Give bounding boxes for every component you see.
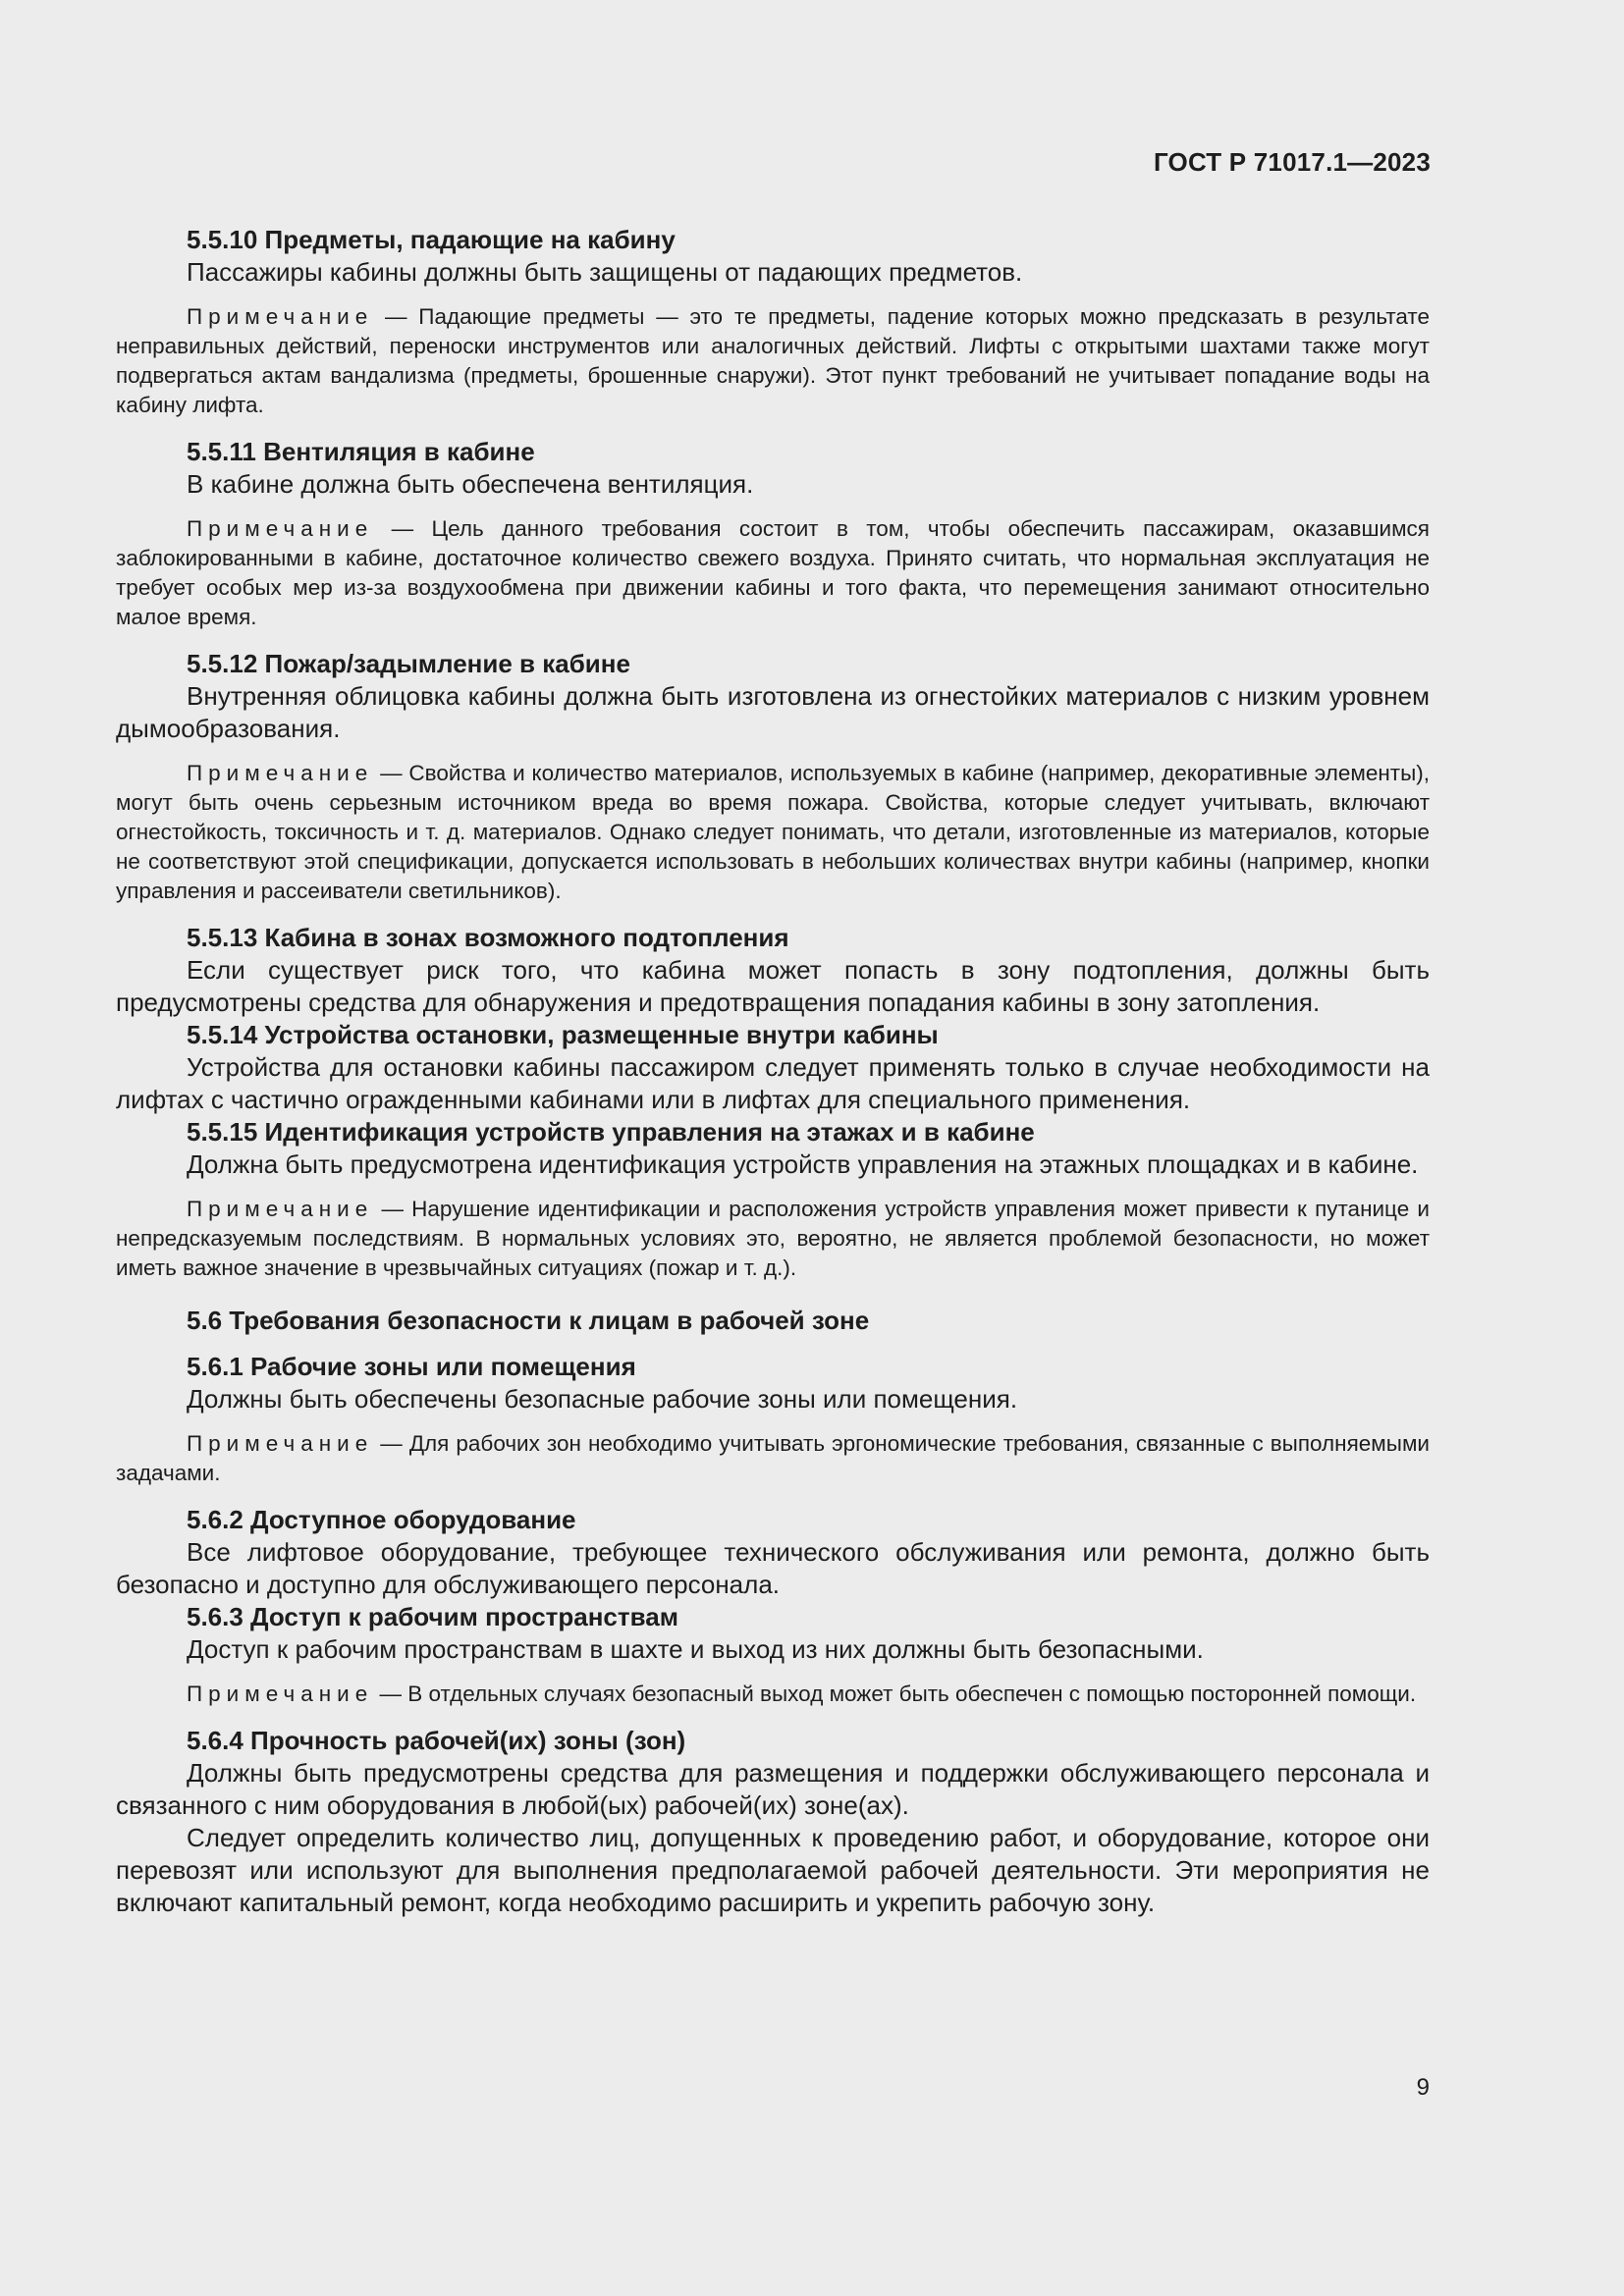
note-5-6-1 [116, 1429, 1430, 1488]
section-heading-5-5-12: 5.5.12 Пожар/задымление в кабине [187, 649, 630, 678]
section-heading-5-5-10: 5.5.10 Предметы, падающие на кабину [187, 225, 676, 254]
section-text-5-6-4-p1: Должны быть предусмотрены средства для размещения и поддержки обслуживающего персонала и связанного с ним оборудования в любой(ых) рабочей(их) зоне(ах). [116, 1758, 1430, 1820]
note-5-6-3 [116, 1680, 1430, 1709]
note-text: — В отдельных случаях безопасный выход может быть обеспечен с помощью посторонней помощи. [373, 1682, 1417, 1706]
note-text: — Падающие предметы — это те предметы, падение которых можно предсказать в результате неправильных действий, переноски инструментов или аналогичных действий. Лифты с открытыми шахтами также могут подвергаться актам вандализма (предметы, брошенные снаружи). Этот пункт требований не учитывает попадание воды на кабину лифта. [116, 304, 1430, 417]
section-heading-5-6: 5.6 Требования безопасности к лицам в рабочей зоне [187, 1306, 870, 1335]
note-label: Примечание [187, 516, 374, 541]
section-text-5-6-4-p2: Следует определить количество лиц, допущенных к проведению работ, и оборудование, которое они перевозят или используют для выполнения предполагаемой рабочей деятельности. Эти мероприятия не включают капитальный ремонт, когда необходимо расширить и укрепить рабочую зону. [116, 1823, 1430, 1917]
section-text-5-5-10: Пассажиры кабины должны быть защищены от падающих предметов. [187, 257, 1023, 287]
section-heading-5-5-11: 5.5.11 Вентиляция в кабине [187, 437, 535, 466]
section-text-5-5-14: Устройства для остановки кабины пассажиром следует применять только в случае необходимости на лифтах с частично огражденными кабинами или в лифтах для специального применения. [116, 1052, 1430, 1114]
note-5-5-11 [116, 514, 1430, 632]
note-label: Примечание [187, 1431, 374, 1456]
section-heading-5-5-13: 5.5.13 Кабина в зонах возможного подтопления [187, 923, 789, 952]
section-text-5-6-3: Доступ к рабочим пространствам в шахте и выход из них должны быть безопасными. [187, 1634, 1204, 1664]
section-text-5-5-13: Если существует риск того, что кабина может попасть в зону подтопления, должны быть предусмотрены средства для обнаружения и предотвращения попадания кабины в зону затопления. [116, 955, 1430, 1017]
note-text: — Для рабочих зон необходимо учитывать эргономические требования, связанные с выполняемыми задачами. [116, 1431, 1430, 1485]
note-text: — Цель данного требования состоит в том, чтобы обеспечить пассажирам, оказавшимся заблокированными в кабине, достаточное количество свежего воздуха. Принято считать, что нормальная эксплуатация не требует особых мер из-за воздухообмена при движении кабины и того факта, что перемещения занимают относительно малое время. [116, 516, 1430, 629]
section-text-5-6-1: Должны быть обеспечены безопасные рабочие зоны или помещения. [187, 1384, 1018, 1414]
section-heading-5-6-2: 5.6.2 Доступное оборудование [187, 1505, 576, 1534]
note-label: Примечание [187, 1197, 374, 1221]
note-text: — Свойства и количество материалов, используемых в кабине (например, декоративные элементы), могут быть очень серьезным источником вреда во время пожара. Свойства, которые следует учитывать, включают огнестойкость, токсичность и т. д. материалов. Однако следует понимать, что детали, изготовленные из материалов, которые не соответствуют этой спецификации, допускается использовать в небольших количествах внутри кабины (например, кнопки управления и рассеиватели светильников). [116, 761, 1430, 903]
section-text-5-6-2: Все лифтовое оборудование, требующее технического обслуживания или ремонта, должно быть безопасно и доступно для обслуживающего персонала. [116, 1537, 1430, 1599]
note-text: — Нарушение идентификации и расположения устройств управления может привести к путанице и непредсказуемым последствиям. В нормальных условиях это, вероятно, не является проблемой безопасности, но может иметь важное значение в чрезвычайных ситуациях (пожар и т. д.). [116, 1197, 1430, 1280]
section-text-5-5-11: В кабине должна быть обеспечена вентиляция. [187, 469, 754, 499]
note-label: Примечание [187, 304, 374, 329]
note-5-5-15 [116, 1195, 1430, 1283]
document-body [116, 224, 1430, 1919]
note-label: Примечание [187, 1682, 374, 1706]
section-heading-5-6-3: 5.6.3 Доступ к рабочим пространствам [187, 1602, 678, 1631]
document-code-header: ГОСТ Р 71017.1—2023 [1153, 147, 1431, 177]
section-heading-5-5-15: 5.5.15 Идентификация устройств управления на этажах и в кабине [187, 1117, 1035, 1147]
section-text-5-5-15: Должна быть предусмотрена идентификация устройств управления на этажных площадках и в кабине. [187, 1149, 1419, 1179]
section-text-5-5-12: Внутренняя облицовка кабины должна быть изготовлена из огнестойких материалов с низким уровнем дымообразования. [116, 681, 1430, 743]
note-label: Примечание [187, 761, 374, 785]
note-5-5-12 [116, 759, 1430, 906]
section-heading-5-6-4: 5.6.4 Прочность рабочей(их) зоны (зон) [187, 1726, 686, 1755]
section-heading-5-5-14: 5.5.14 Устройства остановки, размещенные внутри кабины [187, 1020, 939, 1049]
section-heading-5-6-1: 5.6.1 Рабочие зоны или помещения [187, 1352, 636, 1381]
page-number: 9 [1416, 2074, 1430, 2101]
note-5-5-10 [116, 302, 1430, 420]
